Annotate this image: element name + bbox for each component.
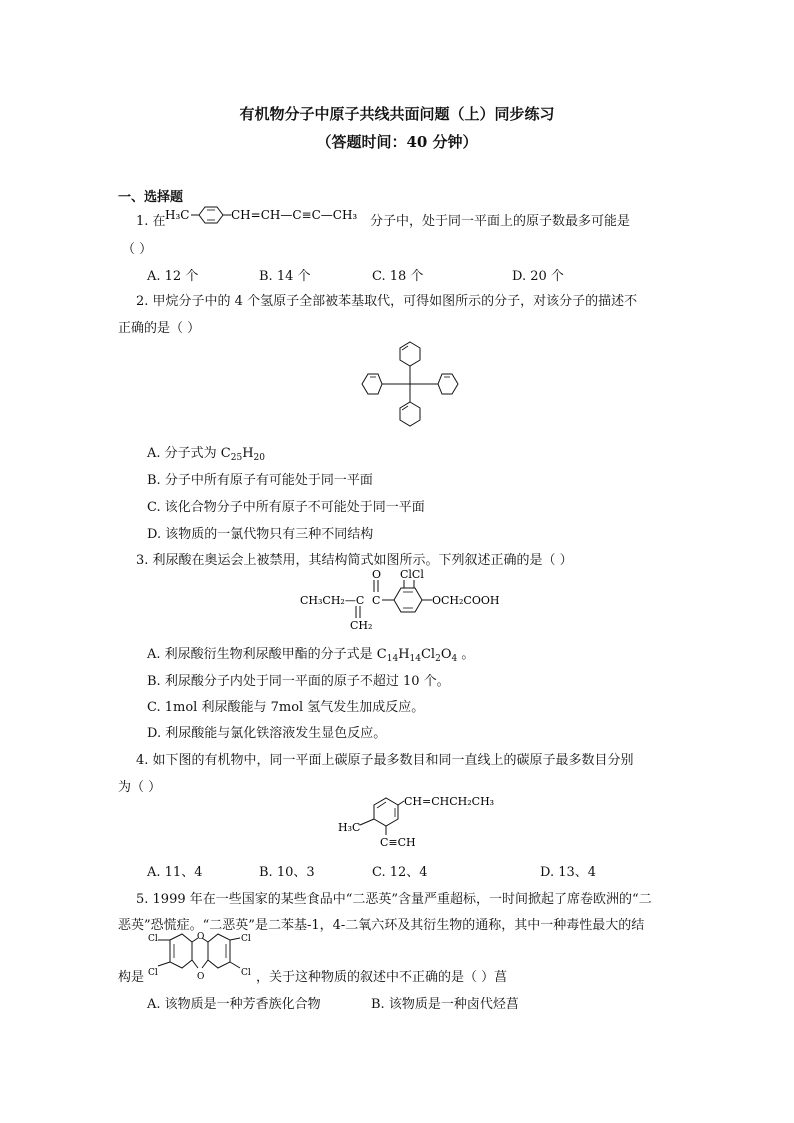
q3-carbon-label: C [372,594,381,607]
q5-bond-cl-br [230,962,240,968]
q3-option-a-sub3: 2 [435,654,441,664]
q2-ring-top [400,342,420,366]
q5-cl-top-left: Cl [148,934,158,944]
q3-ethacrynic-acid-structure [300,566,525,632]
q5-option-b: B. 该物质是一种卤代烃菖 [371,997,519,1012]
q4-bottom-label: C≡CH [380,836,416,849]
q3-option-a-sub2: 14 [409,654,421,664]
q2-stem-line2: 正确的是（ ） [118,321,201,336]
q4-stem-line1: 4. 如下图的有机物中，同一平面上碳原子最多数目和同一直线上的碳原子最多数目分别 [136,753,634,768]
section-heading: 一、选择题 [118,190,184,205]
q4-bond-methyl [360,819,374,825]
q2-option-a-sub1: 25 [230,453,243,463]
q3-option-d: D. 利尿酸能与氯化铁溶液发生显色反应。 [147,726,387,741]
q5-bond-o-bottom-right [202,960,208,968]
q1-structure [165,202,370,228]
q5-option-a: A. 该物质是一种芳香族化合物 [147,997,321,1012]
q1-benzene-ring [199,207,223,223]
q2-ring-bottom [400,402,420,426]
q1-h3c-label: H₃C [165,208,190,222]
q3-option-a-sub4: 4 [451,654,458,664]
q3-left-label: CH₃CH₂—C [300,594,365,607]
q5-bond-cl-bl [158,962,170,966]
q3-option-a [147,643,474,664]
q5-cl-bottom-left: Cl [148,968,158,978]
q5-bond-cl-tr [230,938,240,940]
q2-option-a-h: H [242,446,254,461]
q1-chain-label: CH=CH—C≡C—CH₃ [231,208,358,222]
q4-option-b: B. 10、3 [259,865,315,880]
q1-option-b: B. 14 个 [259,269,311,284]
q3-chlorine-labels: ClCl [400,568,424,581]
q3-right-label: OCH₂COOH [432,594,500,607]
q4-stem-line2: 为（ ） [118,780,162,795]
q2-option-a-sub2: 20 [253,453,265,463]
q4-top-label: CH=CHCH₂CH₃ [404,795,495,808]
q2-option-d: D. 该物质的一氯代物只有三种不同结构 [147,527,374,542]
q3-stem: 3. 利尿酸在奥运会上被禁用，其结构简式如图所示。下列叙述正确的是（ ） [136,553,573,568]
q2-stem-line1: 2. 甲烷分子中的 4 个氢原子全部被苯基取代，可得如图所示的分子，对该分子的描述不 [136,294,638,309]
q4-option-d: D. 13、4 [540,865,597,880]
q3-option-a-text: A. 利尿酸衍生物利尿酸甲酯的分子式是 C [147,647,387,662]
q3-option-b: B. 利尿酸分子内处于同一平面的原子不超过 10 个。 [147,674,450,689]
q5-stem-line3-suffix: ，关于这种物质的叙述中不正确的是（ ）菖 [256,970,508,985]
q5-stem-line1: 5. 1999 年在一些国家的某些食品中“二恶英”含量严重超标，一时间掀起了席卷欧洲的“二 [136,892,652,907]
q3-benzene-ring [394,588,422,612]
q3-option-a-end: 。 [457,647,475,662]
q2-option-b: B. 分子中所有原子有可能处于同一平面 [147,473,373,488]
q5-ring-left [170,934,192,968]
q4-structure [336,795,496,851]
q5-stem-line3-prefix: 构是 [118,970,145,985]
q2-option-c: C. 该化合物分子中所有原子不可能处于同一平面 [147,500,425,515]
q3-option-a-sub1: 14 [386,654,399,664]
q4-methyl-label: H₃C [338,821,361,834]
q1-prefix: 1. 在 [136,214,166,229]
q5-ring-right [208,934,230,968]
q5-cl-bottom-right: Cl [241,968,251,978]
q5-cl-top-right: Cl [241,934,251,944]
q3-option-a-o: O [440,647,452,662]
page-subtitle: （答题时间：40 分钟） [316,133,478,151]
q1-answer-paren: （ ） [122,242,153,257]
q1-suffix: 分子中，处于同一平面上的原子数最多可能是 [370,214,631,229]
page-title: 有机物分子中原子共线共面问题（上）同步练习 [239,105,555,123]
q5-o-bottom: O [197,972,205,982]
q3-ch2-label: CH₂ [350,619,373,632]
q1-option-c: C. 18 个 [372,269,424,284]
q4-option-c: C. 12、4 [372,865,428,880]
q5-bond-o-bottom-left [192,960,198,968]
q3-option-a-cl: Cl [420,647,436,662]
q2-option-a-text: A. 分子式为 C [147,446,231,461]
q2-tetraphenylmethane-structure [355,338,465,430]
q3-oxygen-label: O [372,568,382,581]
q3-option-c: C. 1mol 利尿酸能与 7mol 氢气发生加成反应。 [147,700,425,715]
q1-option-d: D. 20 个 [512,269,564,284]
q4-option-a: A. 11、4 [147,865,203,880]
q2-option-a [147,442,265,463]
q5-o-top: O [197,932,205,942]
q1-option-a: A. 12 个 [147,269,199,284]
q5-dioxin-structure [146,930,254,982]
q5-stem-line2: 恶英”恐慌症。“二恶英”是二苯基-1，4-二氧六环及其衍生物的通称，其中一种毒性最大的结 [118,918,645,933]
q3-option-a-h: H [398,647,410,662]
